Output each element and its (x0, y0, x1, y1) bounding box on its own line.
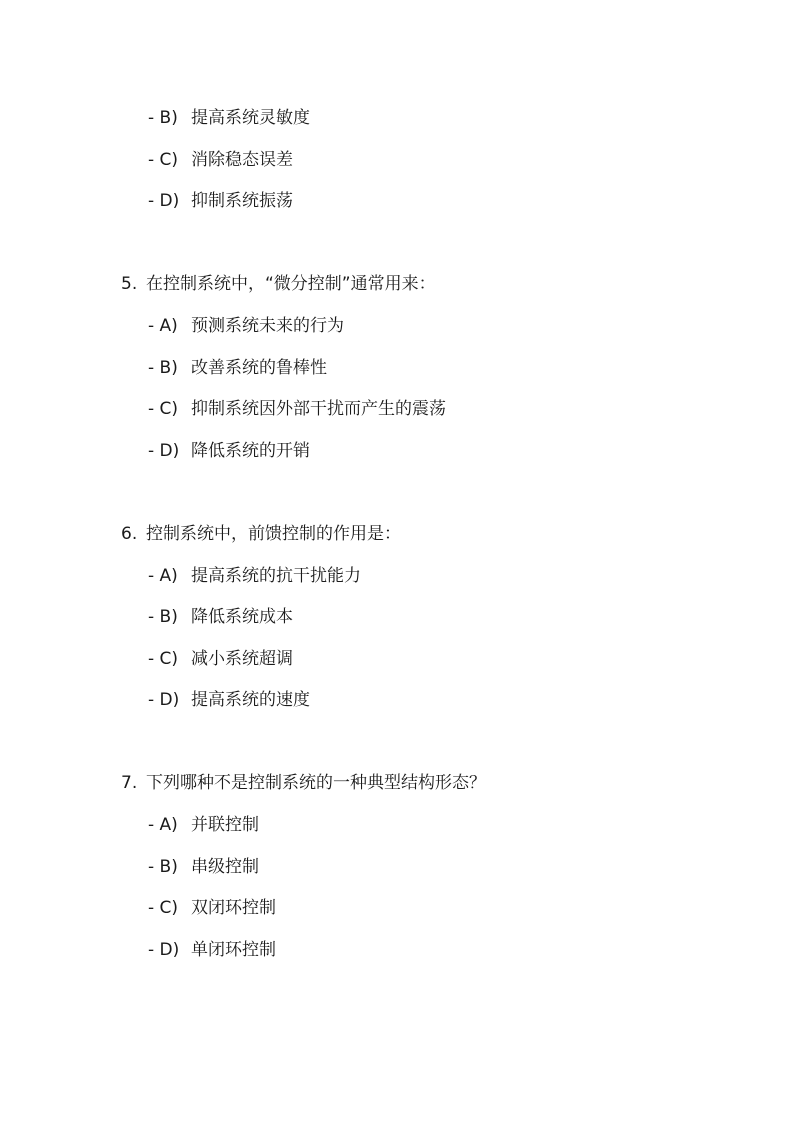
question-number: 6. (121, 524, 138, 544)
option-4b (148, 106, 310, 130)
option-key: - C) (148, 649, 179, 669)
option-7a (148, 813, 259, 837)
option-key: - B) (148, 108, 178, 128)
option-text: 双闭环控制 (191, 898, 276, 918)
option-text: 提高系统的速度 (191, 690, 310, 710)
option-6a (148, 564, 361, 588)
question-text: 控制系统中，前馈控制的作用是： (146, 524, 401, 544)
option-text: 降低系统的开销 (191, 441, 310, 461)
option-key: - C) (148, 898, 179, 918)
option-key: - C) (148, 399, 179, 419)
option-5a (148, 314, 344, 338)
option-key: - D) (148, 441, 180, 461)
question-number: 5. (121, 274, 138, 294)
option-text: 串级控制 (191, 857, 259, 877)
question-6 (121, 522, 401, 546)
option-key: - C) (148, 150, 179, 170)
option-6d (148, 688, 310, 712)
question-number: 7. (121, 773, 138, 793)
option-5c (148, 397, 446, 421)
option-text: 抑制系统因外部干扰而产生的震荡 (191, 399, 446, 419)
option-5b (148, 356, 327, 380)
option-key: - A) (148, 316, 178, 336)
option-key: - A) (148, 815, 178, 835)
question-7 (121, 771, 486, 795)
option-key: - B) (148, 607, 178, 627)
option-text: 减小系统超调 (191, 649, 293, 669)
option-key: - D) (148, 690, 180, 710)
question-text: 在控制系统中，“微分控制”通常用来： (146, 274, 436, 294)
question-text: 下列哪种不是控制系统的一种典型结构形态？ (146, 773, 486, 793)
option-key: - B) (148, 857, 178, 877)
option-6b (148, 605, 293, 629)
option-key: - D) (148, 940, 180, 960)
option-text: 降低系统成本 (191, 607, 293, 627)
option-key: - B) (148, 358, 178, 378)
option-4d (148, 189, 293, 213)
option-text: 并联控制 (191, 815, 259, 835)
option-text: 改善系统的鲁棒性 (191, 358, 327, 378)
option-7d (148, 938, 276, 962)
question-5 (121, 272, 436, 296)
option-text: 消除稳态误差 (191, 150, 293, 170)
option-4c (148, 148, 293, 172)
option-text: 提高系统的抗干扰能力 (191, 566, 361, 586)
option-key: - A) (148, 566, 178, 586)
option-text: 预测系统未来的行为 (191, 316, 344, 336)
option-6c (148, 647, 293, 671)
option-text: 提高系统灵敏度 (191, 108, 310, 128)
option-text: 抑制系统振荡 (191, 191, 293, 211)
option-text: 单闭环控制 (191, 940, 276, 960)
option-7b (148, 855, 259, 879)
option-key: - D) (148, 191, 180, 211)
option-7c (148, 896, 276, 920)
option-5d (148, 439, 310, 463)
